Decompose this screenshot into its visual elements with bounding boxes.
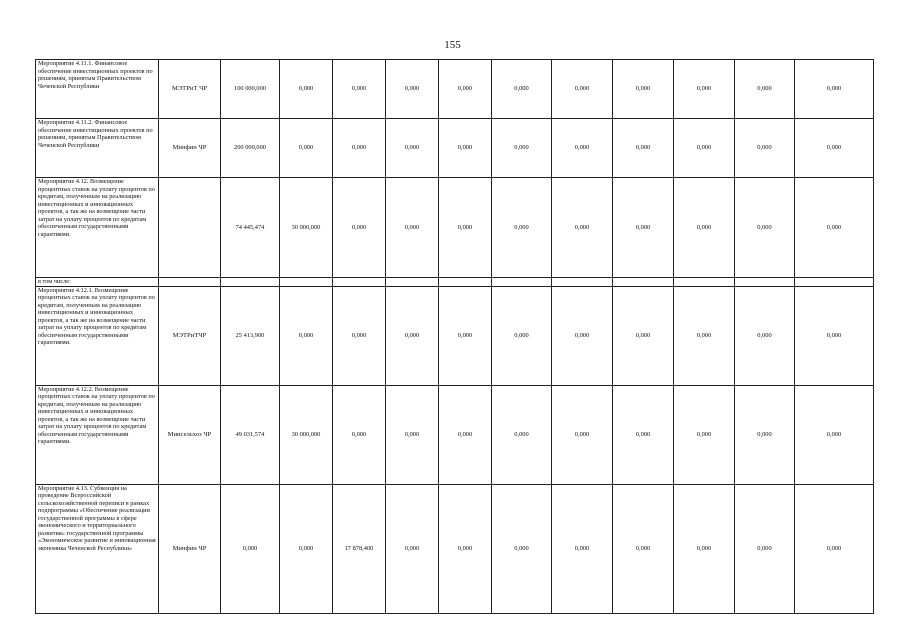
value-cell: 0,000 [552,60,613,119]
value-cell: 0,000 [439,385,492,484]
activity-cell: Мероприятие 4.12.2. Возмещение процентных ставок на уплату процентов по кредитам, полученным на реализацию инвестиционных и инновационных проектов, а так же на возмещение части затрат на уплату процентов по кредитам обеспеченным государственными гарантиями. [36,385,159,484]
value-cell: 0,000 [280,119,333,178]
value-cell [386,278,439,287]
value-cell: 0,000 [552,119,613,178]
page-number: 155 [444,39,461,51]
value-cell: 0,000 [735,60,795,119]
value-cell: 25 413,900 [221,286,280,385]
value-cell: 0,000 [492,385,552,484]
table-row [36,484,874,613]
activity-cell: в том числе: [36,278,159,287]
value-cell: 0,000 [333,60,386,119]
table-row [36,278,874,287]
value-cell: 0,000 [439,484,492,613]
value-cell: 0,000 [613,286,674,385]
value-cell: 30 000,000 [280,385,333,484]
table-row [36,286,874,385]
value-cell: 0,000 [795,286,874,385]
executor-cell: Минфин ЧР [159,119,221,178]
value-cell: 0,000 [552,484,613,613]
value-cell [492,278,552,287]
value-cell [795,278,874,287]
value-cell: 0,000 [674,385,735,484]
value-cell: 0,000 [613,484,674,613]
value-cell: 0,000 [613,385,674,484]
value-cell: 0,000 [492,484,552,613]
value-cell: 17 878,400 [333,484,386,613]
value-cell: 0,000 [795,178,874,278]
value-cell: 0,000 [386,119,439,178]
value-cell: 100 000,000 [221,60,280,119]
value-cell: 0,000 [674,119,735,178]
value-cell: 0,000 [613,178,674,278]
value-cell: 0,000 [280,286,333,385]
value-cell: 0,000 [492,119,552,178]
value-cell: 0,000 [386,385,439,484]
value-cell: 74 445,474 [221,178,280,278]
value-cell: 0,000 [795,60,874,119]
activity-cell: Мероприятие 4.13. Субвенция на проведение Всероссийской сельскохозяйственной переписи в рамках подпрограммы «Обеспечение реализации государственной программы в сфере экономического и территориального развития» государственной программы «Экономическое развитие и инновационная экономика Чеченской Республики» [36,484,159,613]
value-cell: 0,000 [674,178,735,278]
value-cell: 0,000 [333,286,386,385]
value-cell [613,278,674,287]
value-cell: 0,000 [735,385,795,484]
value-cell: 0,000 [735,178,795,278]
table-row [36,119,874,178]
value-cell: 0,000 [674,484,735,613]
value-cell: 0,000 [386,484,439,613]
value-cell: 49 031,574 [221,385,280,484]
value-cell: 0,000 [613,60,674,119]
activity-cell: Мероприятие 4.12. Возмещение процентных ставок на уплату процентов по кредитам, полученным на реализацию инвестиционных и инновационных проектов, а так же на возмещение части затрат на уплату процентов по кредитам обеспеченным государственными гарантиями. [36,178,159,278]
value-cell: 0,000 [674,286,735,385]
value-cell: 0,000 [674,60,735,119]
value-cell: 0,000 [386,286,439,385]
value-cell: 200 000,000 [221,119,280,178]
value-cell: 0,000 [333,178,386,278]
value-cell: 0,000 [221,484,280,613]
value-cell: 0,000 [492,178,552,278]
value-cell [333,278,386,287]
value-cell: 0,000 [439,60,492,119]
executor-cell: Минсельхоз ЧР [159,385,221,484]
value-cell [221,278,280,287]
value-cell: 0,000 [333,119,386,178]
value-cell: 0,000 [795,119,874,178]
value-cell: 0,000 [735,119,795,178]
value-cell: 0,000 [552,286,613,385]
value-cell [674,278,735,287]
value-cell: 0,000 [386,60,439,119]
executor-cell: Минфин ЧР [159,484,221,613]
value-cell: 0,000 [735,286,795,385]
value-cell: 0,000 [280,60,333,119]
value-cell [439,278,492,287]
value-cell: 0,000 [552,385,613,484]
value-cell: 0,000 [613,119,674,178]
value-cell: 0,000 [386,178,439,278]
value-cell: 0,000 [492,286,552,385]
activity-cell: Мероприятие 4.11.1. Финансовое обеспечение инвестиционных проектов по решениям, принятым Правительством Чеченской Республики [36,60,159,119]
value-cell: 0,000 [552,178,613,278]
value-cell: 0,000 [280,484,333,613]
table-row [36,178,874,278]
value-cell: 0,000 [439,119,492,178]
value-cell: 0,000 [795,385,874,484]
value-cell: 0,000 [333,385,386,484]
executor-cell [159,178,221,278]
activity-cell: Мероприятие 4.11.2. Финансовое обеспечение инвестиционных проектов по решениям, принятым Правительством Чеченской Республики [36,119,159,178]
table-row [36,60,874,119]
value-cell: 0,000 [735,484,795,613]
value-cell: 0,000 [439,286,492,385]
value-cell [280,278,333,287]
executor-cell: МЭТРиТ ЧР [159,60,221,119]
value-cell: 30 000,000 [280,178,333,278]
value-cell [735,278,795,287]
value-cell: 0,000 [795,484,874,613]
value-cell [552,278,613,287]
executor-cell: МЭТРиТЧР [159,286,221,385]
table-row [36,385,874,484]
value-cell: 0,000 [439,178,492,278]
activity-cell: Мероприятие 4.12.1. Возмещение процентных ставок на уплату процентов по кредитам, полученным на реализацию инвестиционных и инновационных проектов, а так же на возмещение части затрат на уплату процентов по кредитам обеспеченным государственными гарантиями. [36,286,159,385]
executor-cell [159,278,221,287]
budget-table [35,59,874,614]
value-cell: 0,000 [492,60,552,119]
